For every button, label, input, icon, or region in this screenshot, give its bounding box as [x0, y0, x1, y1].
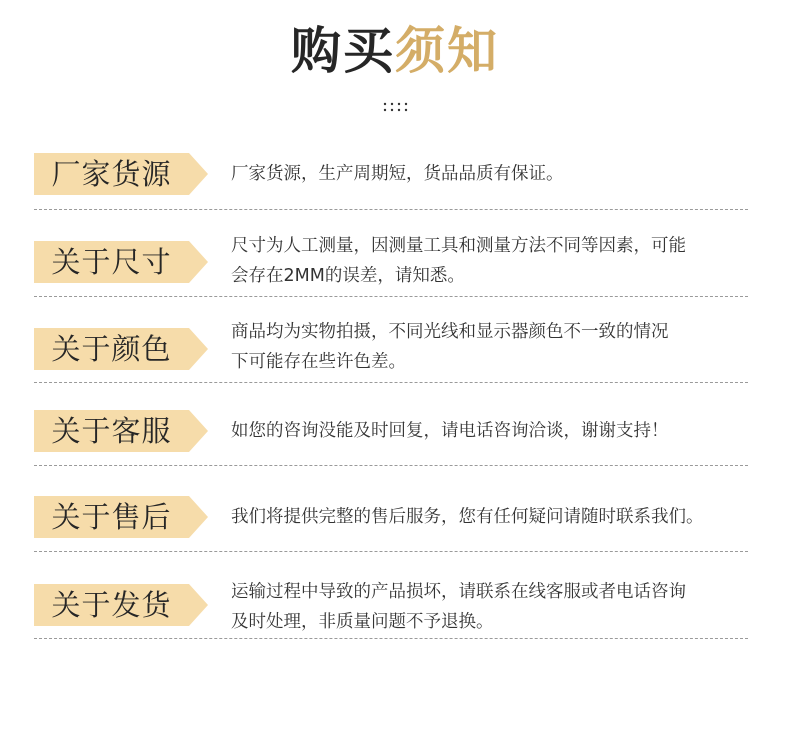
title-dark-part: 购买: [291, 22, 395, 80]
section-description: 如您的咨询没能及时回复，请电话咨询洽谈，谢谢支持！: [231, 421, 669, 441]
section-description: 我们将提供完整的售后服务，您有任何疑问请随时联系我们。: [231, 507, 704, 527]
dashed-divider: [34, 465, 748, 466]
section-description: 尺寸为人工测量，因测量工具和测量方法不同等因素，可能 会存在2MM的误差，请知悉。: [231, 236, 686, 286]
section-description: 商品均为实物拍摄，不同光线和显示器颜色不一致的情况 下可能存在些许色差。: [231, 322, 669, 372]
dashed-divider: [34, 382, 748, 383]
dashed-divider: [34, 209, 748, 210]
section-label: 厂家货源: [51, 157, 172, 191]
dashed-divider: [34, 638, 748, 639]
section-label-badge: [34, 153, 208, 195]
section-label: 关于颜色: [51, 332, 172, 366]
section-description: 运输过程中导致的产品损坏，请联系在线客服或者电话咨询 及时处理，非质量问题不予退换。: [231, 582, 686, 632]
section-label-badge: [34, 328, 208, 370]
section-label-badge: [34, 496, 208, 538]
section-label-badge: [34, 584, 208, 626]
title-gold-part: 须知: [395, 22, 499, 80]
section-label: 关于客服: [51, 414, 172, 448]
section-label: 关于售后: [51, 500, 172, 534]
section-description: 厂家货源，生产周期短，货品品质有保证。: [231, 164, 564, 184]
section-label-badge: [34, 241, 208, 283]
section-label: 关于尺寸: [51, 245, 172, 279]
section-label: 关于发货: [51, 588, 172, 622]
section-label-badge: [34, 410, 208, 452]
dashed-divider: [34, 296, 748, 297]
dashed-divider: [34, 551, 748, 552]
